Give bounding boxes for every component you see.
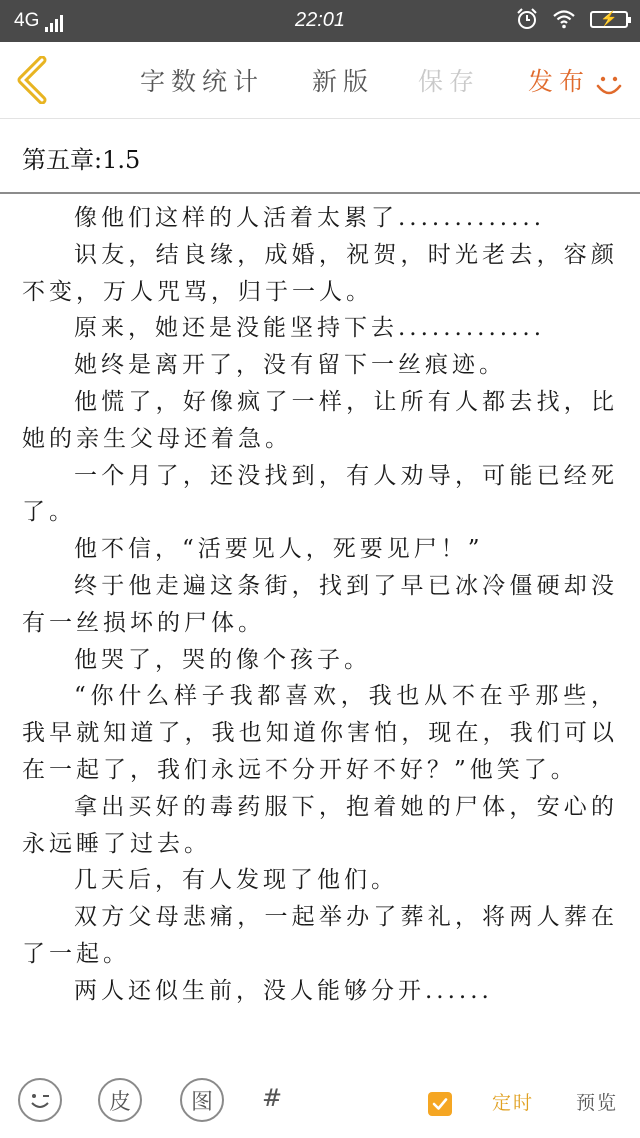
story-paragraph: 原来，她还是没能坚持下去............. [74, 315, 546, 342]
chapter-title[interactable]: 第五章:1.5 [22, 146, 141, 174]
story-paragraph: 像他们这样的人活着太累了............. [74, 205, 546, 231]
story-paragraph: 他哭了，哭的像个孩子。 [74, 646, 371, 673]
status-bar [0, 0, 640, 42]
story-paragraph: “你什么样子我都喜欢，我也从不在乎那些，我早就知道了，我也知道你害怕，现在，我们可以在一起了，我们永远不分开好不好？”他笑了。 [22, 683, 618, 783]
back-chevron-icon [14, 56, 50, 104]
schedule-button[interactable]: 定时 [492, 1092, 535, 1114]
story-paragraph: 一个月了，还没找到，有人劝导，可能已经死了。 [22, 462, 618, 526]
preview-button[interactable]: 预览 [576, 1092, 619, 1114]
word-count-button[interactable]: 字数统计 [140, 67, 265, 96]
story-paragraph: 双方父母悲痛，一起举办了葬礼，将两人葬在了一起。 [22, 904, 618, 967]
story-paragraph: 他不信，“活要见人，死要见尸！” [74, 536, 484, 563]
editor-toolbar [0, 42, 640, 118]
skin-button[interactable]: 皮 [98, 1078, 142, 1122]
story-paragraph: 她终是离开了，没有留下一丝痕迹。 [74, 352, 506, 379]
bottom-toolbar [0, 1070, 640, 1138]
story-paragraph: 两人还似生前，没人能够分开...... [74, 977, 493, 1004]
network-type: 4G [14, 10, 40, 31]
story-text-area[interactable] [22, 200, 618, 1010]
story-paragraph: 他慌了，好像疯了一样，让所有人都去找，比她的亲生父母还着急。 [22, 388, 618, 452]
save-button[interactable]: 保存 [418, 67, 481, 96]
smiley-icon [594, 70, 624, 100]
toolbar-divider [0, 118, 640, 119]
alarm-icon [516, 8, 538, 30]
story-paragraph: 终于他走遍这条街，找到了早已冰冷僵硬却没有一丝损坏的尸体。 [22, 572, 618, 636]
status-icons [516, 8, 628, 30]
new-version-button[interactable]: 新版 [312, 67, 375, 96]
publish-button[interactable]: 发布 [528, 67, 591, 96]
wifi-icon [552, 9, 576, 29]
story-paragraph: 识友，结良缘，成婚，祝贺，时光老去，容颜不变，万人咒骂，归于一人。 [22, 241, 618, 305]
checkbox-icon [431, 1095, 449, 1113]
image-button[interactable]: 图 [180, 1078, 224, 1122]
story-paragraph: 拿出买好的毒药服下，抱着她的尸体，安心的永远睡了过去。 [22, 793, 618, 857]
story-paragraph: 几天后，有人发现了他们。 [74, 867, 398, 894]
back-button[interactable] [14, 56, 50, 104]
timer-checkbox[interactable] [428, 1092, 452, 1116]
battery-icon [590, 11, 628, 28]
battery-charging-glyph: ⚡ [600, 9, 618, 26]
emoji-icon [26, 1086, 54, 1114]
emoji-button[interactable] [18, 1078, 62, 1122]
hashtag-button[interactable]: # [262, 1084, 283, 1112]
clock: 22:01 [294, 9, 346, 31]
title-divider [0, 192, 640, 194]
